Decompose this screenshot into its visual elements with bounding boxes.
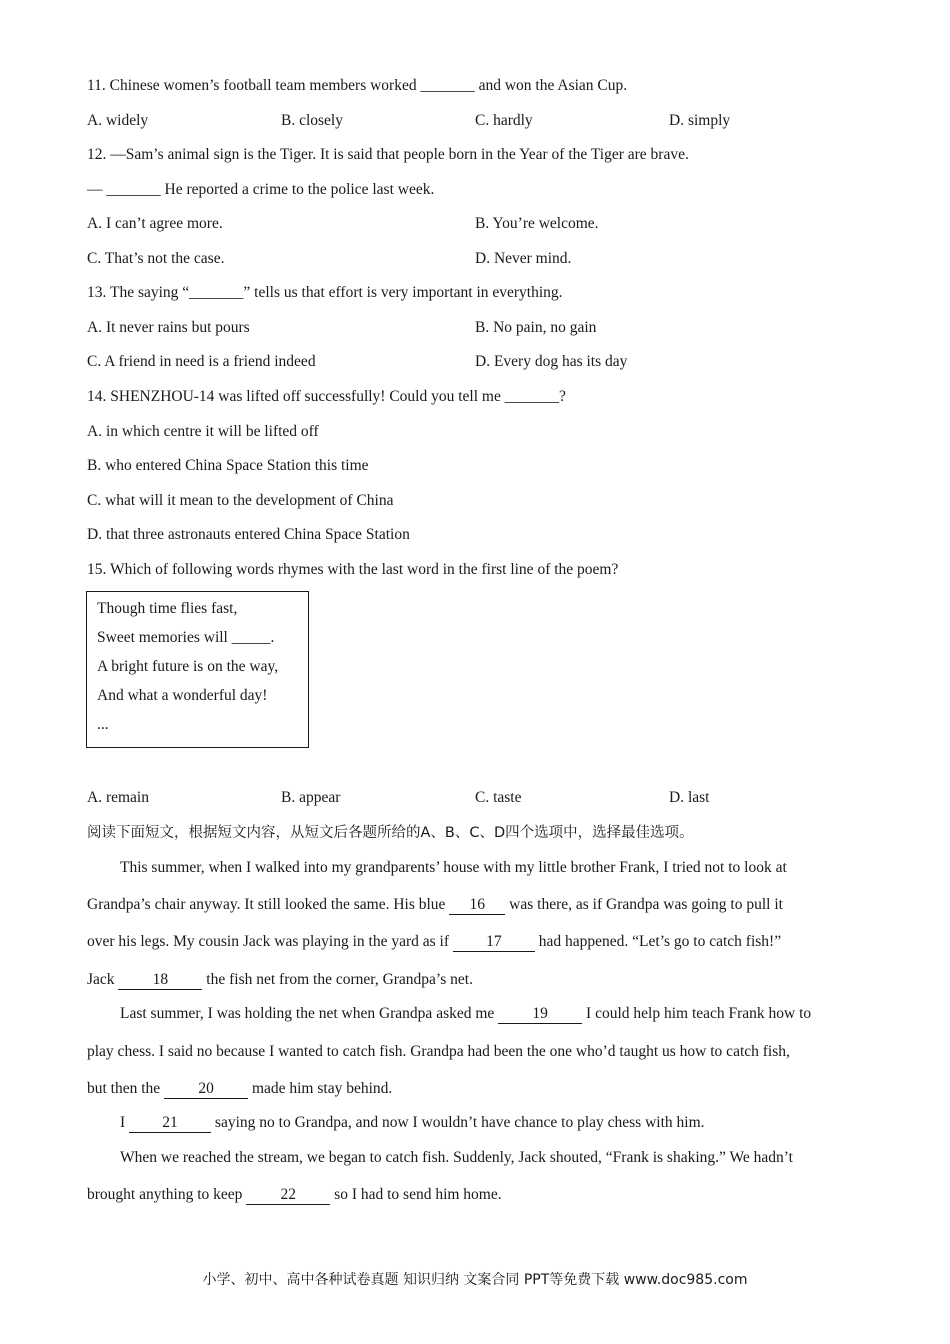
q12-option-b: B. You’re welcome.	[475, 215, 599, 232]
q11-blank: _______	[420, 77, 475, 94]
q11-option-d: D. simply	[669, 112, 731, 129]
page-footer: 小学、初中、高中各种试卷真题 知识归纳 文案合同 PPT等免费下载 www.doc985.com	[202, 1272, 748, 1288]
passage-p2-line3: but then the 20 made him stay behind.	[87, 1080, 393, 1097]
q13-option-b: B. No pain, no gain	[475, 319, 597, 336]
q14-option-b: B. who entered China Space Station this time	[87, 457, 369, 474]
q13-blank: _______	[189, 284, 244, 301]
poem-line-2: Sweet memories will _____.	[97, 629, 275, 646]
blank-16: 16	[449, 896, 505, 915]
passage-p1-line1: This summer, when I walked into my grandparents’ house with my little brother Frank, I tried not to look at	[120, 859, 787, 876]
q14-option-a: A. in which centre it will be lifted off	[87, 423, 319, 440]
blank-20: 20	[164, 1080, 248, 1099]
blank-17: 17	[453, 933, 535, 952]
q14-option-d: D. that three astronauts entered China Space Station	[87, 526, 410, 543]
passage-p2-line1: Last summer, I was holding the net when Grandpa asked me 19 I could help him teach Frank how to	[120, 1005, 812, 1022]
q12-reply: — _______ He reported a crime to the police last week.	[87, 181, 435, 198]
poem-line-1: Though time flies fast,	[97, 600, 238, 617]
passage-p4-line2: brought anything to keep 22 so I had to send him home.	[87, 1186, 502, 1203]
q13-option-a: A. It never rains but pours	[87, 319, 250, 336]
q12-option-a: A. I can’t agree more.	[87, 215, 223, 232]
blank-22: 22	[246, 1186, 330, 1205]
q14-blank: _______	[504, 388, 559, 405]
q15-option-b: B. appear	[281, 789, 341, 806]
q13-stem: 13. The saying “_______” tells us that effort is very important in everything.	[87, 284, 563, 301]
passage-p1-line4: Jack 18 the fish net from the corner, Grandpa’s net.	[87, 971, 473, 988]
q13-option-c: C. A friend in need is a friend indeed	[87, 353, 316, 370]
passage-p1-line2: Grandpa’s chair anyway. It still looked the same. His blue 16 was there, as if Grandpa was going to pull it	[87, 896, 783, 913]
reading-instruction: 阅读下面短文，根据短文内容，从短文后各题所给的A、B、C、D四个选项中，选择最佳选项。	[87, 825, 694, 841]
q15-option-d: D. last	[669, 789, 710, 806]
q12-option-c: C. That’s not the case.	[87, 250, 225, 267]
q14-option-c: C. what will it mean to the development of China	[87, 492, 394, 509]
poem-line-5: ...	[97, 716, 109, 733]
passage-p4-line1: When we reached the stream, we began to catch fish. Suddenly, Jack shouted, “Frank is shaking.” We hadn’t	[120, 1149, 793, 1166]
q14-stem: 14. SHENZHOU-14 was lifted off successfully! Could you tell me _______?	[87, 388, 566, 405]
q11-option-a: A. widely	[87, 112, 149, 129]
q11-stem: 11. Chinese women’s football team members worked _______ and won the Asian Cup.	[87, 77, 628, 94]
q12-stem: 12. —Sam’s animal sign is the Tiger. It is said that people born in the Year of the Tiger are brave.	[87, 146, 689, 163]
passage-p2-line2: play chess. I said no because I wanted to catch fish. Grandpa had been the one who’d taught us how to catch fish,	[87, 1043, 790, 1060]
q13-option-d: D. Every dog has its day	[475, 353, 628, 370]
blank-18: 18	[118, 971, 202, 990]
q15-option-c: C. taste	[475, 789, 522, 806]
q12-blank: _______	[106, 181, 161, 198]
blank-21: 21	[129, 1114, 211, 1133]
poem-line-4: And what a wonderful day!	[97, 687, 268, 704]
blank-19: 19	[498, 1005, 582, 1024]
passage-p3-line1: I 21 saying no to Grandpa, and now I wouldn’t have chance to play chess with him.	[120, 1114, 705, 1131]
poem-box	[86, 591, 309, 748]
poem-line-3: A bright future is on the way,	[97, 658, 279, 675]
passage-p1-line3: over his legs. My cousin Jack was playing in the yard as if 17 had happened. “Let’s go to catch fish!”	[87, 933, 782, 950]
q12-option-d: D. Never mind.	[475, 250, 572, 267]
q15-stem: 15. Which of following words rhymes with the last word in the first line of the poem?	[87, 561, 619, 578]
q11-option-c: C. hardly	[475, 112, 533, 129]
q11-option-b: B. closely	[281, 112, 343, 129]
q15-option-a: A. remain	[87, 789, 149, 806]
